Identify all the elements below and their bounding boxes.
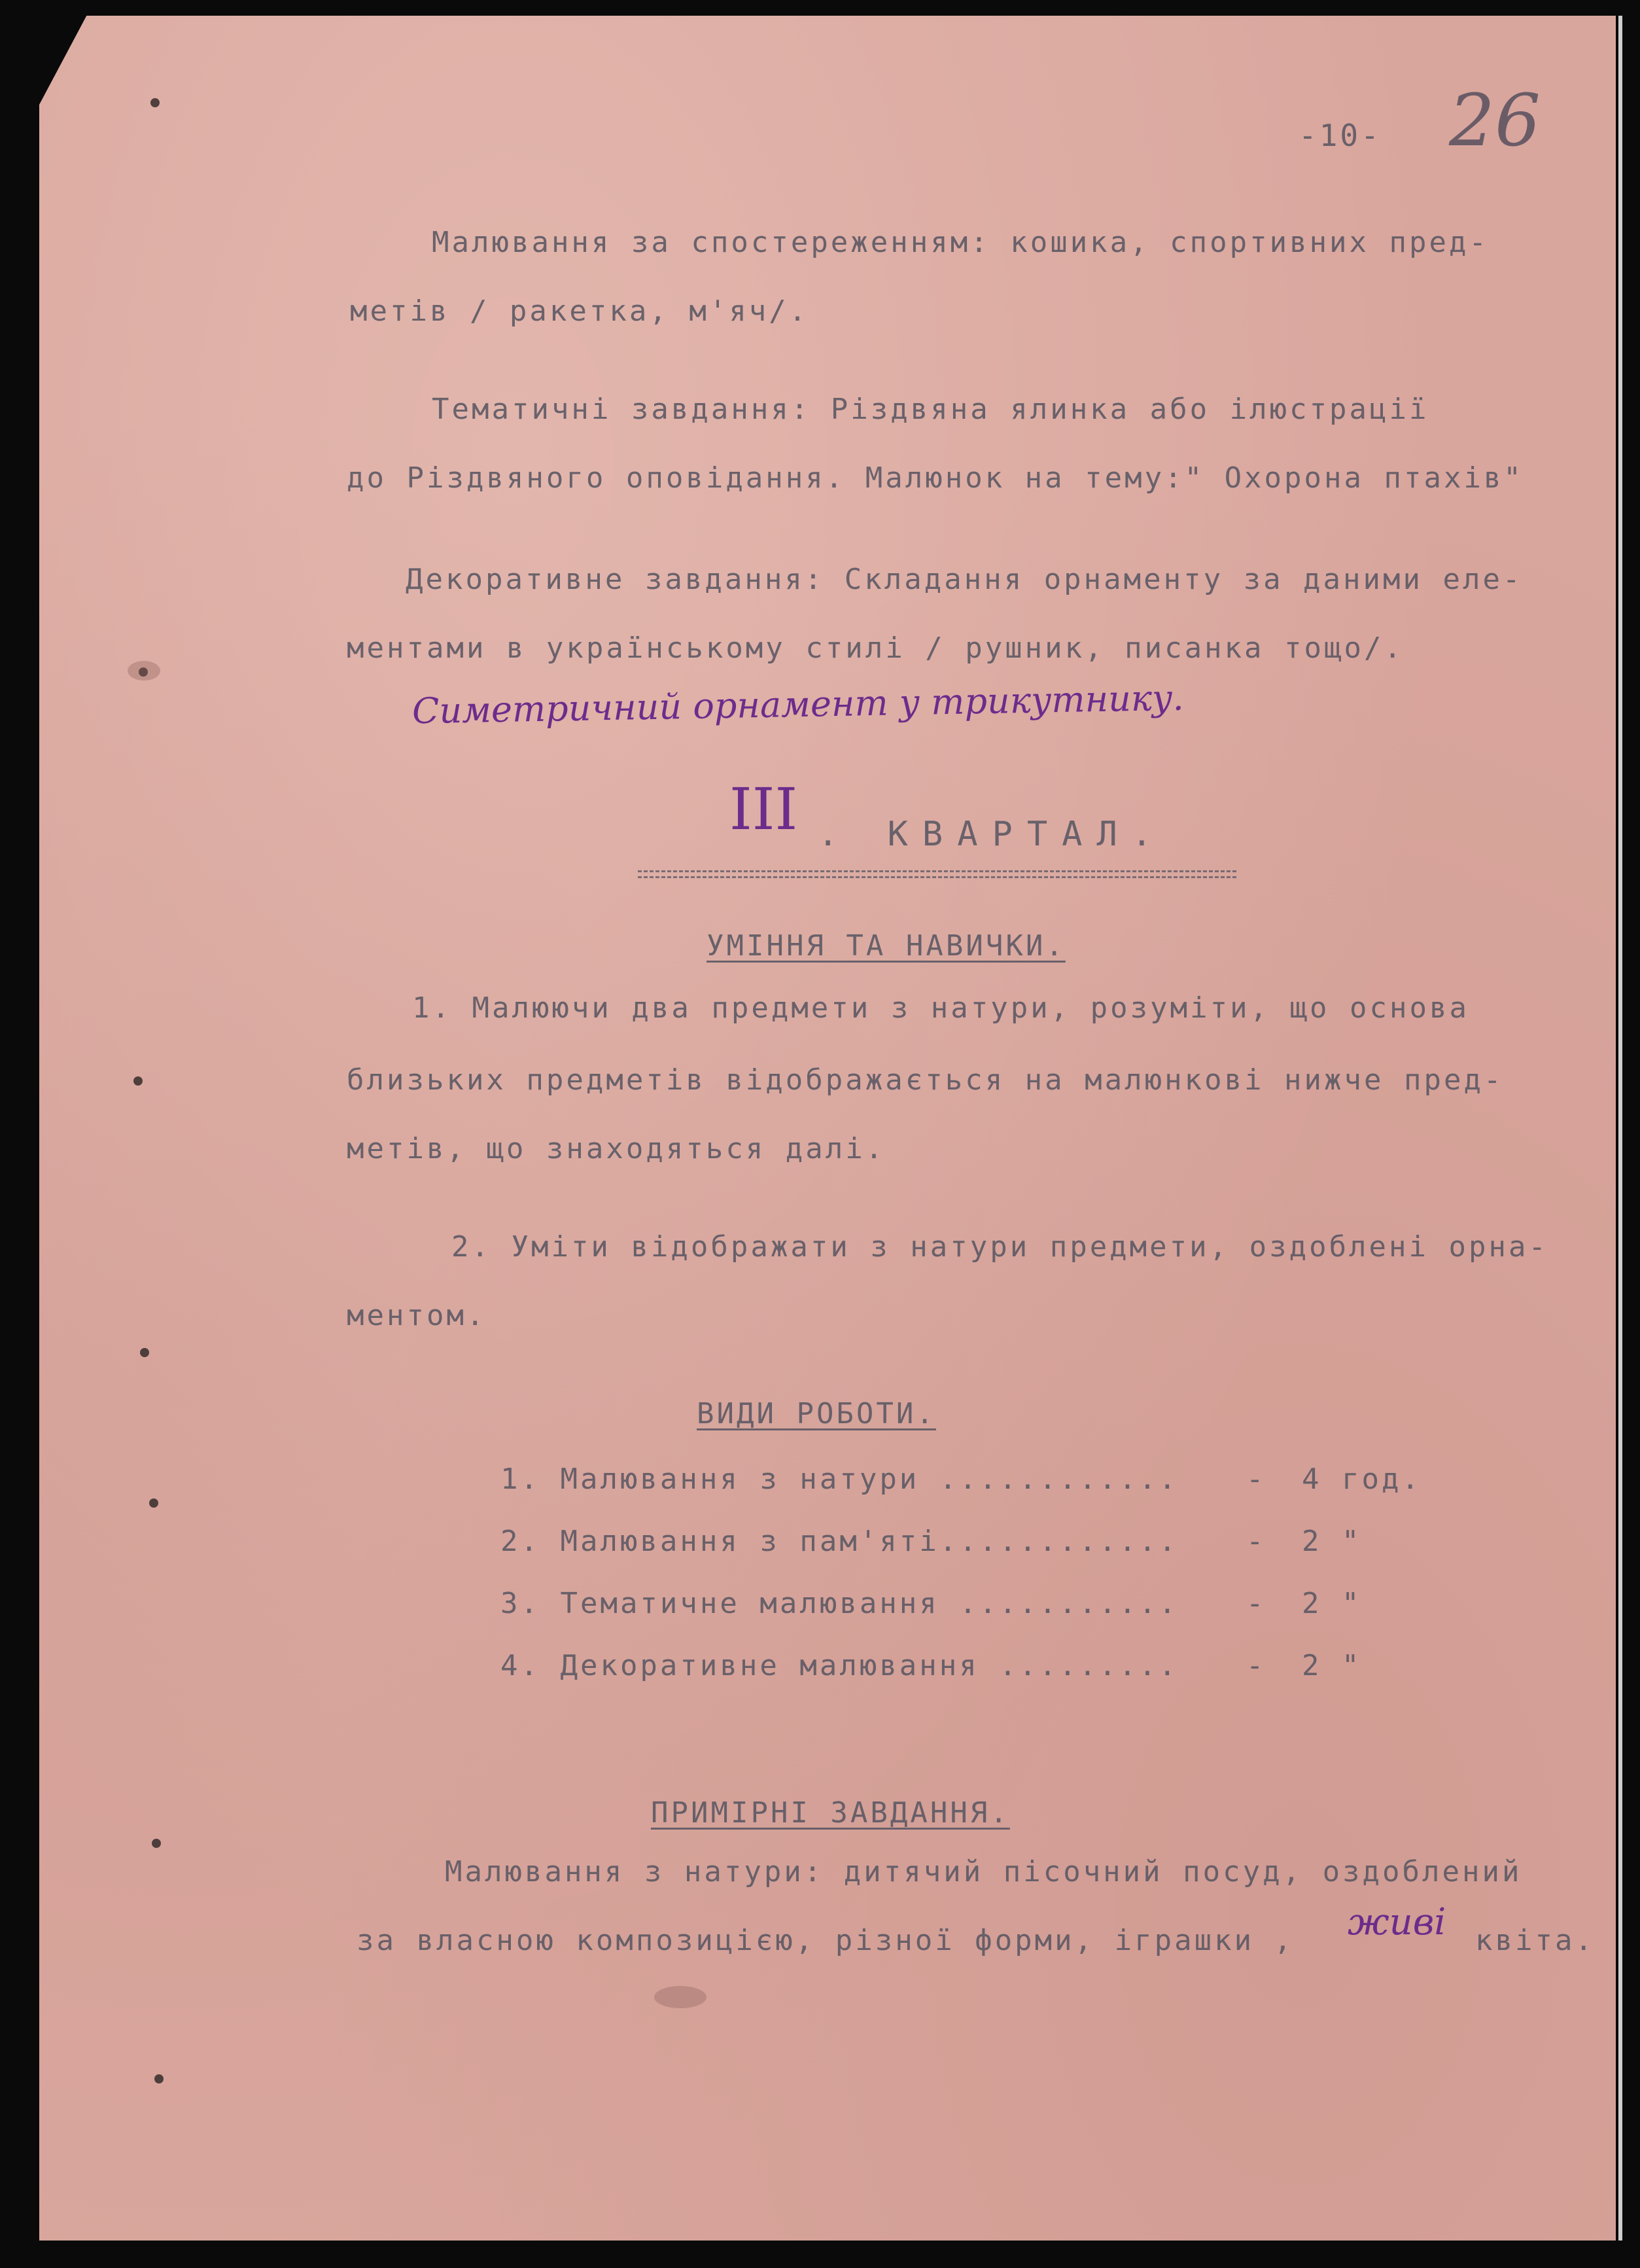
- observation-line-2: метів / ракетка, м'яч/.: [350, 294, 809, 328]
- quarter-rule: [638, 870, 1236, 878]
- works-item-sep: -: [1246, 1649, 1266, 1682]
- sheet-edge: [1618, 16, 1622, 2241]
- works-item-label: 3. Тематичне малювання ...........: [500, 1587, 1179, 1620]
- skill-2-line-1: 2. Уміти відображати з натури предмети, оздоблені орна-: [451, 1230, 1548, 1264]
- works-item-sep: -: [1246, 1462, 1266, 1496]
- works-item-sep: -: [1246, 1525, 1266, 1558]
- tasks-heading: ПРИМІРНІ ЗАВДАННЯ.: [651, 1796, 1010, 1830]
- tasks-line-2-start: за власною композицією, різної форми, іграшки ,: [357, 1924, 1295, 1957]
- skill-1-line-1: 1. Малюючи два предмети з натури, розуміти, що основа: [412, 991, 1469, 1025]
- thematic-line-1: Тематичні завдання: Різдвяна ялинка або ілюстрації: [432, 393, 1429, 426]
- binding-hole: [154, 2074, 164, 2083]
- skill-1-line-3: метів, що знаходяться далі.: [347, 1132, 886, 1165]
- thematic-line-2: до Різдвяного оповідання. Малюнок на тему:" Охорона птахів": [347, 461, 1524, 495]
- works-heading: ВИДИ РОБОТИ.: [697, 1397, 936, 1430]
- works-item-sep: -: [1246, 1587, 1266, 1620]
- tasks-line-1: Малювання з натури: дитячий пісочний посуд, оздоблений: [445, 1855, 1522, 1888]
- decorative-line-2: ментами в українському стилі / рушник, писанка тощо/.: [347, 631, 1404, 665]
- observation-line-1: Малювання за спостереженням: кошика, спортивних пред-: [432, 226, 1489, 259]
- works-item-label: 2. Малювання з пам'яті............: [500, 1525, 1179, 1558]
- works-item-value: 2 ": [1302, 1587, 1362, 1620]
- page-number: -10-: [1299, 118, 1382, 153]
- quarter-numeral: III: [729, 775, 798, 843]
- stain: [128, 661, 160, 681]
- works-item-value: 4 год.: [1302, 1462, 1422, 1496]
- quarter-title: . КВАРТАЛ.: [818, 815, 1167, 854]
- folio-number: 26: [1449, 79, 1541, 162]
- works-item-value: 2 ": [1302, 1525, 1362, 1558]
- skill-2-line-2: ментом.: [347, 1299, 487, 1332]
- works-item-label: 1. Малювання з натури ............: [500, 1462, 1179, 1496]
- binding-hole: [149, 1498, 158, 1508]
- works-item-value: 2 ": [1302, 1649, 1362, 1682]
- stain: [654, 1986, 707, 2008]
- binding-hole: [152, 1839, 161, 1848]
- binding-hole: [150, 98, 160, 107]
- tasks-handwritten-insert: живі: [1348, 1901, 1446, 1943]
- decorative-line-1: Декоративне завдання: Складання орнаменту за даними еле-: [406, 563, 1523, 596]
- binding-hole: [140, 1348, 149, 1357]
- binding-hole: [133, 1076, 143, 1086]
- skill-1-line-2: близьких предметів відображається на малюнкові нижче пред-: [347, 1063, 1504, 1097]
- works-item-label: 4. Декоративне малювання .........: [500, 1649, 1179, 1682]
- skills-heading: УМІННЯ ТА НАВИЧКИ.: [707, 929, 1066, 963]
- handwritten-note: Симетричний орнамент у трикутнику.: [411, 677, 1185, 732]
- tasks-line-2-end: квіта.: [1475, 1924, 1595, 1957]
